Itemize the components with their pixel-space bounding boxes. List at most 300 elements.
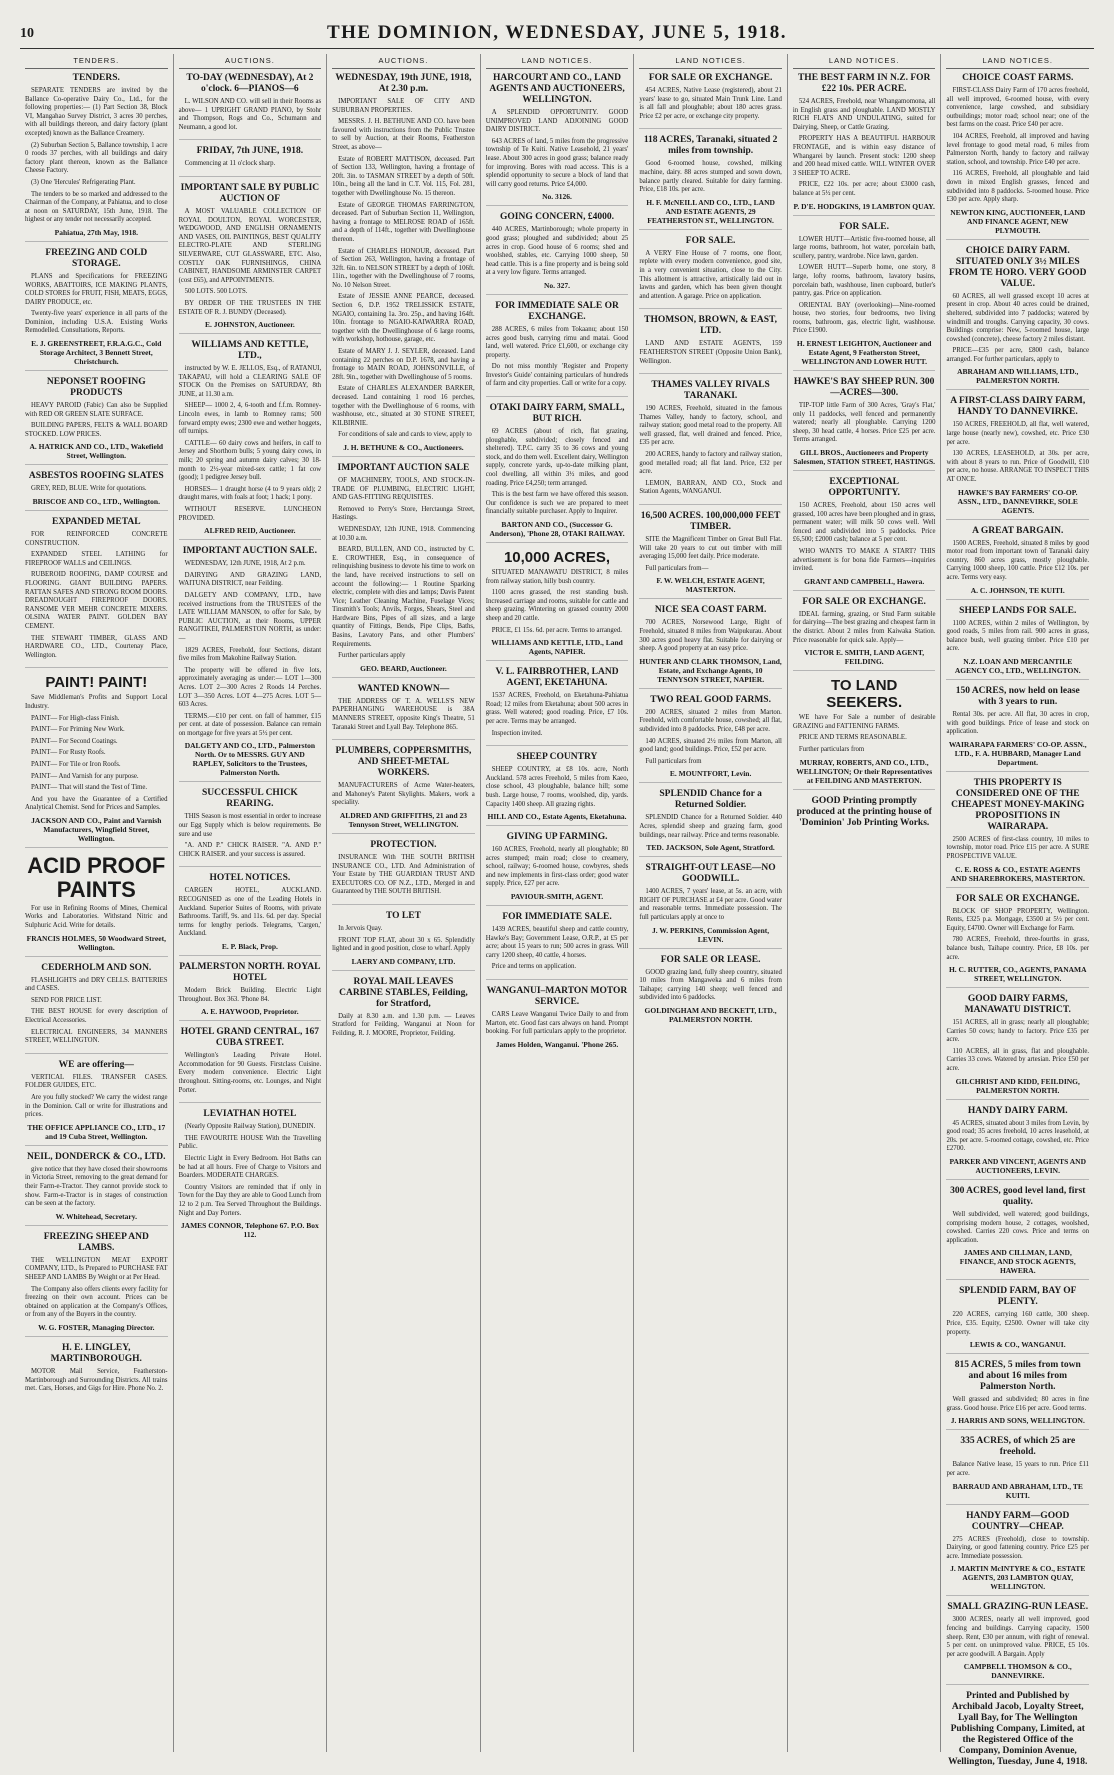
ad-paragraph: VERTICAL FILES. TRANSFER CASES. FOLDER GUIDES, ETC. <box>25 1073 168 1090</box>
ad-body <box>946 540 1089 583</box>
ad-paragraph: PRICE, £22 10s. per acre; about £3000 cash, balance at 5½ per cent. <box>792 181 936 197</box>
advertisement <box>179 962 322 1021</box>
ad-paragraph: 1500 ACRES, Freehold, situated 8 miles by good motor road from important town of Taranaki dairy country, 860 acres grass, mostly ploughable. Carrying 1000 sheep, 100 cattle. Price £12 10s. per acre. Terms very easy. <box>946 539 1090 581</box>
ad-body <box>946 1461 1089 1478</box>
ad-title: HARCOURT AND CO., LAND AGENTS AND AUCTIONEERS, WELLINGTON. <box>489 73 625 105</box>
ad-body <box>332 698 475 732</box>
column-3 <box>327 54 481 1752</box>
advertisement <box>179 1027 322 1103</box>
advertisement <box>332 73 475 457</box>
ad-paragraph: 454 ACRES, Native Lease (registered), about 21 years' lease to go, situated Main Trunk Line. Land is all fall and ploughable; about 180 acres grass. Price £2 per acre, or exchange city property. <box>639 87 782 120</box>
ad-signature: THE OFFICE APPLIANCE CO., LTD., 17 and 19 Cuba Street, Wellington. <box>27 1122 166 1141</box>
ad-paragraph: 104 ACRES, Freehold, all improved and having level frontage to good metal road, 6 miles from Palmerston North, handy to factory and railway station, school, and township. Price £40 per acre. <box>946 132 1090 166</box>
masthead <box>20 22 1094 49</box>
ad-paragraph: 275 ACRES (Freehold), close to township. Dairying, or good fattening country. Price £25 per acre. Immediate possession. <box>946 1535 1090 1560</box>
ad-title: GIVING UP FARMING. <box>506 832 608 843</box>
advertisement <box>946 1360 1089 1430</box>
advertisement <box>25 674 168 848</box>
ad-title: HOTEL NOTICES. <box>209 873 291 884</box>
ad-title: A FIRST-CLASS DAIRY FARM, HANDY TO DANNEVIRKE. <box>950 396 1086 418</box>
ad-title: FREEZING SHEEP AND LAMBS. <box>43 1231 149 1253</box>
ad-body <box>946 836 1089 862</box>
ad-body <box>639 969 782 1003</box>
ad-paragraph: IDEAL farming, grazing, or Stud Farm suitable for dairying—The best grazing and cheapest farm in the district. About 2 miles from Kaiwaka Station. Price reasonable for quick sale. Apply— <box>792 610 936 644</box>
ad-signature: WILLIAMS AND KETTLE, LTD., Land Agents, NAPIER. <box>491 638 623 657</box>
ad-body <box>946 1616 1089 1659</box>
ad-title: LEVIATHAN HOTEL <box>203 1109 297 1120</box>
ad-body <box>793 502 936 574</box>
ad-title: 300 ACRES, good level land, first quality. <box>950 1186 1086 1208</box>
ad-paragraph: MESSRS. J. H. BETHUNE AND CO. have been favoured with instructions from the Public Trustee to sell by Auction, at their Rooms, Featherston Street, as above— <box>332 118 475 151</box>
ad-body <box>179 560 322 738</box>
ad-paragraph: THE ADDRESS OF T. A. WELLS'S NEW PAPERHANGING WAREHOUSE is 38A MANNERS STREET, opposite King's Theatre, 51 Taranaki Street and Lyall Bay. Telephone 865. <box>332 697 475 731</box>
ad-signature: GILL BROS., Auctioneers and Property Salesmen, STATION STREET, HASTINGS. <box>793 448 936 467</box>
page-number: 10 <box>20 26 34 41</box>
ad-signature: GILCHRIST AND KIDD, FEILDING, PALMERSTON NORTH. <box>955 1076 1080 1095</box>
ad-paragraph: 780 ACRES, Freehold, three-fourths in grass, balance bush, Taihape country. Price, £8 10s. per acre. <box>946 936 1090 961</box>
ad-paragraph: PLANS and Specifications for FREEZING WORKS, ABATTOIRS, ICE MAKING PLANTS, COLD STORES for FRUIT, FISH, MEATS, EGGS, DAIRY PRODUCE, etc. <box>25 272 168 306</box>
ad-paragraph: BUILDING PAPERS, FELTS & WALL BOARD STOCKED. LOW PRICES. <box>25 422 168 438</box>
ad-signature: GOLDINGHAM AND BECKETT, LTD., PALMERSTON NORTH. <box>644 1005 777 1024</box>
ad-body <box>25 1368 168 1394</box>
advertisement <box>946 1286 1089 1354</box>
ad-paragraph: PAINT— For Priming New Work. <box>31 726 125 734</box>
advertisement <box>639 380 782 505</box>
ad-signature: FRANCIS HOLMES, 50 Woodward Street, Wellington. <box>26 933 166 952</box>
ad-paragraph: ELECTRICAL ENGINEERS, 34 MANNERS STREET, WELLINGTON. <box>25 1028 168 1045</box>
ad-signature: A. C. JOHNSON, TE KUITI. <box>970 585 1065 595</box>
page-title: THE DOMINION, WEDNESDAY, JUNE 5, 1918. <box>326 22 788 43</box>
ad-paragraph: PRICE AND TERMS REASONABLE. <box>798 734 907 742</box>
ad-signature: F. W. WELCH, ESTATE AGENT, MASTERTON. <box>656 576 765 595</box>
ad-body <box>179 365 322 523</box>
advertisement <box>639 605 782 688</box>
ad-signature: JAMES AND CILLMAN, LAND, FINANCE, AND STOCK AGENTS, HAWERA. <box>959 1248 1076 1276</box>
ad-paragraph: instructed by W. E. JELLOS, Esq., of RATANUI, TAKAPAU, will hold a CLEARING SALE OF STOCK On the Premises on SATURDAY, 8th JUNE, at 11.30 a.m. <box>178 365 322 398</box>
advertisement <box>25 963 168 1054</box>
advertisement <box>25 854 168 957</box>
ad-title: ACID PROOF PAINTS <box>27 852 166 902</box>
ad-paragraph: 150 ACRES, FREEHOLD, all flat, well watered, large house (nearly new), cowshed, etc. Price £30 per acre. <box>946 421 1090 446</box>
ad-signature: W. Whitehead, Secretary. <box>55 1211 137 1221</box>
ad-body <box>946 1120 1089 1154</box>
column-heading: LAND NOTICES. <box>486 54 629 69</box>
advertisement <box>486 667 629 746</box>
ad-body <box>25 1074 168 1120</box>
advertisement <box>25 1152 168 1226</box>
ad-body <box>486 846 629 889</box>
ad-signature: E. JOHNSTON, Auctioneer. <box>204 320 295 330</box>
ad-signature: No. 327. <box>544 280 571 290</box>
ad-body <box>793 611 936 645</box>
ad-signature: NEWTON KING, AUCTIONEER, LAND AND FINANCE AGENT, NEW PLYMOUTH. <box>950 207 1086 235</box>
column-heading: LAND NOTICES. <box>946 54 1089 69</box>
ad-body <box>486 1011 629 1037</box>
advertisement <box>179 146 322 177</box>
advertisement <box>179 1109 322 1243</box>
ad-signature: James Holden, Wanganui. 'Phone 265. <box>495 1039 619 1049</box>
ad-title: 815 ACRES, 5 miles from town and about 16 miles from Palmerston North. <box>954 1360 1081 1393</box>
ad-paragraph: L. WILSON AND CO. will sell in their Rooms as above— 1 UPRIGHT GRAND PIANO, by Stohr and Thompson, Rogs and Co., Schumann and Neumann, a good lot. <box>178 98 322 131</box>
ad-paragraph: Full particulars from— <box>645 564 709 572</box>
advertisement <box>332 911 475 971</box>
ad-title: WEDNESDAY, 19th JUNE, 1918, At 2.30 p.m. <box>335 73 472 94</box>
ad-body <box>639 250 782 302</box>
ad-paragraph: Inspection invited. <box>491 729 543 737</box>
ad-title: TO-DAY (WEDNESDAY), At 2 o'clock. 6—PIANOS—6 <box>186 73 314 94</box>
ad-body <box>793 98 936 199</box>
advertisement <box>25 517 168 668</box>
ad-body <box>25 905 168 931</box>
ad-body <box>179 987 322 1004</box>
ad-title: 118 ACRES, Taranaki, situated 2 miles from township. <box>643 135 778 157</box>
ad-title: FOR SALE OR LEASE. <box>660 954 761 965</box>
ad-title: WE are offering— <box>58 1059 134 1070</box>
ad-signature: JACKSON AND CO., Paint and Varnish Manufacturers, Wingfield Street, Wellington. <box>31 815 162 843</box>
ad-body <box>946 421 1089 484</box>
ad-body <box>332 782 475 808</box>
advertisement <box>486 752 629 826</box>
ad-title: CHOICE COAST FARMS. <box>962 73 1074 83</box>
column-heading: LAND NOTICES. <box>639 54 782 69</box>
advertisement <box>793 377 936 471</box>
ad-paragraph: 2500 ACRES of first-class country, 10 miles to township, motor road. Price £15 per acre. A SURE PROSPECTIVE VALUE. <box>946 835 1090 860</box>
ad-signature: BARTON AND CO., (Successor G. Anderson), 'Phone 28, OTAKI RAILWAY. <box>489 520 625 538</box>
ad-paragraph: Price and terms on application. <box>491 963 577 971</box>
column-heading: AUCTIONS. <box>179 54 322 69</box>
ad-body <box>332 854 475 897</box>
ad-signature: MURRAY, ROBERTS, AND CO., LTD., WELLINGTON; Or their Representatives at FEILDING AND MASTERTON. <box>796 757 933 785</box>
ad-paragraph: THE WELLINGTON MEAT EXPORT COMPANY, LTD., Is Prepared to PURCHASE FAT SHEEP AND LAMBS By Weight or at Per Head. <box>25 1256 168 1281</box>
ad-paragraph: RUBEROID ROOFING, DAMP COURSE and FLOORING. GIANT BUILDING PAPERS. RATTAN SAFES AND STRONG ROOM DOORS. DREADNOUGHT FIREPROOF DOORS. RANSOME VER MEHR CONCRETE MIXERS. OLSINA WATER PAINT. GOLDEN BAY CEMENT. <box>25 571 168 630</box>
ad-title: CHOICE DAIRY FARM. SITUATED ONLY 3½ MILES FROM TE HORO. VERY GOOD VALUE. <box>949 245 1087 289</box>
ad-body <box>793 402 936 445</box>
ad-paragraph: OF MACHINERY, TOOLS, AND STOCK-IN-TRADE OF PLUMBING, ELECTRIC LIGHT, AND GAS-FITTING REQUISITES. <box>332 476 475 502</box>
ad-title: TENDERS. <box>72 73 120 83</box>
advertisement <box>486 832 629 906</box>
ad-paragraph: 110 ACRES, all in grass, flat and ploughable. Carries 33 cows. Watered by artesian. Price £50 per acre. <box>946 1047 1090 1073</box>
ad-body <box>486 326 629 389</box>
ad-body <box>946 908 1089 963</box>
ad-title: PROTECTION. <box>370 840 437 850</box>
ad-paragraph: 1100 ACRES, within 2 miles of Wellington, by good roads, 5 miles from rail. 900 acres in grass, balance bush, well grazing timber. Price £10 per acre. <box>946 619 1090 653</box>
advertisement <box>946 246 1089 391</box>
ad-paragraph: GREY, RED, BLUE. Write for quotations. <box>31 485 147 493</box>
advertisement <box>639 511 782 599</box>
ad-body <box>332 1013 475 1039</box>
ad-paragraph: LEMON, BARRAN, AND CO., Stock and Station Agents, WANGANUI. <box>639 479 782 496</box>
ad-title: PAINT! PAINT! <box>45 674 148 692</box>
ad-paragraph: 440 ACRES, Martinborough; whole property in good grass; ploughed and subdivided; about 25 acres in crop. Good house of 6 rooms; shed and woolshed, stables, etc. Carrying 1000 sheep, 50 head cattle. This is a fine property and is being sold at a very low figure. Terms arranged. <box>485 226 629 277</box>
ad-paragraph: Good 6-roomed house, cowshed, milking machine, dairy. 88 acres stumped and sown down, balance partly cleared. Suitable for dairy farming. Price, £18 10s. per acre. <box>639 160 782 194</box>
ad-body <box>486 569 629 635</box>
advertisement <box>332 840 475 905</box>
ad-signature: J. H. BETHUNE & CO., Auctioneers. <box>343 442 464 452</box>
ad-paragraph: A MOST VALUABLE COLLECTION OF ROYAL DOULTON, ROYAL WORCESTER, WEDGWOOD, AND ENGLISH ORNAMENTS AND VASES, OIL PAINTINGS, BEST QUALITY ELECTRO-PLATE AND STERLING SILVERWARE, CUT GLASSWARE, ETC. Also, COSTLY OAK FURNISHINGS, CHINA CABINET, HANDSOME ARMINSTER CARPET (cost £65), and APPOINTMENTS. <box>178 207 322 284</box>
advertisement <box>793 222 936 372</box>
ad-signature: N.Z. LOAN AND MERCANTILE AGENCY CO., LTD., WELLINGTON. <box>954 656 1081 675</box>
advertisement <box>486 73 629 206</box>
ad-paragraph: FRONT TOP FLAT, about 30 x 65. Splendidly lighted and in good position, close to wharf. Apply <box>332 936 475 953</box>
ad-paragraph: And you have the Guarantee of a Certified Analytical Chemist. Send for Prices and Samples. <box>25 795 168 812</box>
ad-body <box>486 428 629 517</box>
ad-title: WANTED KNOWN— <box>357 683 450 694</box>
ad-title: EXPANDED METAL <box>51 517 141 528</box>
ad-body <box>946 87 1089 205</box>
ad-paragraph: 524 ACRES, Freehold, near Whangamomona, all in English grass and ploughable. LAND MOSTLY RICH FLATS AND UNDULATING, suited for Dairying, Sheep, or Cattle Grazing. <box>792 98 936 131</box>
ad-signature: J. MARTIN McINTYRE & CO., ESTATE AGENTS, 203 LAMBTON QUAY, WELLINGTON. <box>950 1564 1086 1592</box>
ad-paragraph: 140 ACRES, situated 2½ miles from Marton, all good land; good buildings. Price, £52 per acre. <box>639 737 782 754</box>
ad-title: GOING CONCERN, £4000. <box>500 212 615 223</box>
advertisement <box>486 212 629 295</box>
ad-body <box>946 711 1089 737</box>
advertisement <box>25 248 168 371</box>
ad-paragraph: DAIRYING AND GRAZING LAND, WAITUNA DISTRICT, near Feilding. <box>178 571 322 588</box>
ad-paragraph: Estate of GEORGE THOMAS FARRINGTON, deceased. Part of Suburban Section 11, Wellington, having a frontage to MELROSE ROAD of 165ft. and a depth of 114ft., together with Dwellinghouse thereon. <box>332 201 475 243</box>
ad-body <box>793 236 936 337</box>
ad-paragraph: 45 ACRES, situated about 3 miles from Levin, by good road; 35 acres freehold, 10 acres leasehold, at 20s. per acre. 5-roomed cottage, cowshed, etc. Price £2700. <box>946 1119 1090 1153</box>
ad-paragraph: Wellington's Leading Private Hotel. Accommodation for 90 Guests. Firstclass Cuisine. Every modern convenience. Electric Light throughout. Sitting-rooms, etc. Lounges, and Night Porter. <box>178 1052 322 1094</box>
ad-body <box>486 226 629 278</box>
advertisement <box>25 73 168 242</box>
advertisement <box>639 73 782 129</box>
ad-paragraph: SHEEP COUNTRY, at £8 10s. acre, North Auckland. 578 acres Freehold, 5 miles from Kaeo, close school, 43 ploughable, balance hill; some bush. Large house, 7 rooms, woolshed, dip, yards. Capacity 1400 sheep. All grazing rights. <box>485 766 629 808</box>
ad-body <box>639 619 782 653</box>
ad-paragraph: THE BEST HOUSE for every description of Electrical Accessories. <box>25 1008 168 1025</box>
ad-body <box>25 1166 168 1209</box>
advertisement <box>25 1060 168 1146</box>
ad-signature: PARKER AND VINCENT, AGENTS AND AUCTIONEERS, LEVIN. <box>949 1157 1086 1176</box>
ad-paragraph: INSURANCE With THE SOUTH BRITISH INSURANCE CO., LTD. And Administration of Your Estate by THE GUARDIAN TRUST AND EXECUTORS CO. OF N.Z., LTD., Merged in and Guaranteed by THE SOUTH BRITISH. <box>332 854 475 896</box>
ad-paragraph: Removed to Perry's Store, Herctaunga Street, Hastings. <box>332 505 475 522</box>
ad-paragraph: PRICE, £1 15s. 6d. per acre. Terms to arranged. <box>491 626 622 634</box>
ad-paragraph: 1439 ACRES, beautiful sheep and cattle country, Hawke's Bay; Government Lease, O.R.P., at £5 per acre; about 15 years to run; 500 acres in grass. Will carry 1200 sheep, 40 cattle, 4 horses. <box>485 926 629 959</box>
ad-paragraph: Are you fully stocked? We carry the widest range in the Dominion. Call or write for illustrations and prices. <box>25 1094 168 1119</box>
ad-body <box>179 813 322 859</box>
advertisement <box>486 301 629 397</box>
column-heading: AUCTIONS. <box>332 54 475 69</box>
ad-paragraph: give notice that they have closed their showrooms in Victoria Street, removing to the great demand for their Farm-e-Tractor. They cannot provide stock to show. Farm-e-Tractor is in stages of construction can be seen at the factory. <box>25 1165 168 1208</box>
ad-title: Printed and Published by Archibald Jacob, Loyalty Street, Lyall Bay, for The Wellington Publishing Company, Limited, at the Registered Office of the Company, Dominion Avenue, Wellington, Tuesday, June 4, 1918. <box>948 1691 1088 1768</box>
ad-paragraph: SITE the Magnificent Timber on Great Bull Flat. Will take 20 years to cut out timber with mill averaging 15,000 feet daily. Price moderate. <box>639 536 782 561</box>
ad-paragraph: Rental 30s. per acre. All flat, 30 acres in crop, with good buildings. Price of lease and stock on application. <box>946 710 1090 736</box>
ad-body <box>486 766 629 809</box>
ad-paragraph: GOOD grazing land, fully sheep country, situated 10 miles from Mangaweka and 6 miles from Taihape; carrying 140 sheep; well fenced and subdivided into 6 paddocks. <box>639 968 782 1002</box>
ad-paragraph: Estate of CHARLES ALEXANDER BARKER, deceased. Land containing 1 rood 16 perches, together with the Dwellinghouse of 6 rooms, with washhouse, etc., situated at 30 STONE STREET, KILBIRNIE. <box>332 385 475 427</box>
ad-body <box>486 109 629 189</box>
ad-paragraph: CARGEN HOTEL, AUCKLAND. RECOGNISED as one of the Leading Hotels in Auckland. Superior Suites of Rooms, with private Bathrooms. Tariff, 9s. and 11s. 6d. per day. Special terms for lengthy periods. Telegrams, 'Cargen,' Auckland. <box>178 887 322 938</box>
ad-paragraph: HORSES— 1 draught horse (4 to 9 years old); 2 draught mares, with foals at foot; 1 hack; 1 pony. <box>178 485 322 502</box>
ad-paragraph: 1829 ACRES, Freehold, four Sections, distant five miles from Makohine Railway Station. <box>178 646 322 663</box>
column-heading: TENDERS. <box>25 54 168 69</box>
ad-paragraph: IMPORTANT SALE OF CITY AND SUBURBAN PROPERTIES. <box>332 98 475 114</box>
ad-paragraph: PROPERTY HAS A BEAUTIFUL HARBOUR FRONTAGE, and is within easy distance of Whangarei by launch. Present stock: 1200 sheep and 200 head mixed cattle. WILL WINTER OVER 3 SHEEP TO ACRE. <box>792 135 936 177</box>
ad-paragraph: PAINT— For Tile or Iron Roofs. <box>31 760 121 768</box>
advertisement <box>946 1436 1089 1504</box>
ad-title: FOR SALE. <box>839 221 889 232</box>
advertisement <box>793 477 936 591</box>
advertisement <box>946 1602 1089 1685</box>
ad-paragraph: 643 ACRES of land, 5 miles from the progressive township of Te Kuiti. Native Leasehold, 21 years' lease. About 300 acres in good grass; balance ready for improving. Bores with road access. This is a splendid opportunity to secure a block of land that will carry good returns. Price £4,000. <box>485 137 629 188</box>
ad-signature: A. HATRICK AND CO., LTD., Wakefield Street, Wellington. <box>29 442 164 461</box>
ad-paragraph: 200 ACRES, situated 2 miles from Marton. Freehold, with comfortable house, cowshed; all flat, subdivided into 8 paddocks. Price, £48 per acre. <box>639 708 782 733</box>
column-heading: LAND NOTICES. <box>793 54 936 69</box>
ad-paragraph: 288 ACRES, 6 miles from Tokaanu; about 150 acres good bush, carrying rimu and matai. Good land, well watered. Price £1,600, or exchange city property. <box>485 325 629 359</box>
ad-body <box>25 694 168 813</box>
ad-title: FOR SALE OR EXCHANGE. <box>802 596 926 607</box>
ad-title: GOOD DAIRY FARMS, MANAWATU DISTRICT. <box>964 994 1071 1016</box>
advertisement <box>639 789 782 857</box>
ad-title: PLUMBERS, COPPERSMITHS, AND SHEET-METAL WORKERS. <box>335 746 472 779</box>
ad-signature: PAVIOUR-SMITH, AGENT. <box>510 892 604 902</box>
ad-paragraph: 3000 ACRES, nearly all well improved, good fencing and buildings. Carrying capacity, 1500 sheep. Rent, £30 per annum, with right of renewal. 5 per cent. on unimproved value. PRICE, £5 10s. per acre goodwill. A Bargain. Apply <box>946 1616 1090 1658</box>
advertisement <box>946 606 1089 680</box>
ad-title: A GREAT BARGAIN. <box>972 525 1064 536</box>
ad-signature: HAWKE'S BAY FARMERS' CO-OP. ASSN., LTD., DANNEVIRKE, SOLE AGENTS. <box>957 487 1078 515</box>
ad-paragraph: TIP-TOP little Farm of 300 Acres, 'Gray's Flat,' only 11 paddocks, well fenced and permanently watered; nearly all ploughable. Carrying 1200 sheep, 30 head cattle, 4 horses. Price £25 per acre. Terms arranged. <box>792 402 936 444</box>
ad-paragraph: BEARD, BULLEN, AND CO., instructed by C. E. CROWTHER, Esq., in consequence of relinquishing business to devote his time to work on the land, have received instructions to sell on account the following:— 1 Routine Sparking electric, complete with dies and lamps; Davis Patent Vice; Leather Cleaning Machine, Fuselage Vices; Tinsmith's Tools; Anvils, Forges, Shears, Steel and Hardware Bins, Pipes of all sizes, and a large quantity of Fittings, Bends, Pipe Clips, Baths, Basins, Lavatory Pans, and other Plumbers' Requirements. <box>332 546 475 648</box>
advertisement <box>946 778 1089 888</box>
advertisement <box>946 396 1089 519</box>
ad-paragraph: MANUFACTURERS of Acme Water-heaters, and Mahoney's Patent Skylights. Makers, work a speciality. <box>332 782 475 807</box>
ad-signature: ALFRED REID, Auctioneer. <box>204 526 296 536</box>
ad-paragraph: THE FAVOURITE HOUSE With the Travelling Public. <box>178 1134 322 1151</box>
ad-signature: E. MOUNTFORT, Levin. <box>669 769 752 779</box>
ad-signature: P. D'E. HODGKINS, 19 LAMBTON QUAY. <box>793 201 935 211</box>
column-4 <box>481 54 635 1752</box>
ad-title: HANDY FARM—GOOD COUNTRY—CHEAP. <box>966 1510 1070 1532</box>
ad-paragraph: 200 ACRES, handy to factory and railway station, good metalled road; all flat land. Price, £32 per acre. <box>639 451 782 476</box>
ad-signature: C. E. ROSS & CO., ESTATE AGENTS AND SHAREBROKERS, MASTERTON. <box>950 864 1085 883</box>
ad-title: HOTEL GRAND CENTRAL, 167 CUBA STREET. <box>180 1027 320 1049</box>
ad-body <box>179 160 322 169</box>
ad-paragraph: 220 ACRES, carrying 160 cattle, 300 sheep. Price, £35. Equity, £2500. Owner will take city property. <box>946 1311 1090 1336</box>
ad-paragraph: (3) One 'Hercules' Refrigerating Plant. <box>31 178 136 186</box>
ad-body <box>179 208 322 317</box>
ad-paragraph: (2) Suburban Section 5, Ballance township, 1 acre 0 roods 37 perches, with all buildings and dairy factory plant thereon, known as the Ballance Cheese Factory. <box>25 141 168 175</box>
advertisement <box>179 873 322 956</box>
ad-paragraph: LOWER HUTT—Artistic five-roomed house, all large rooms, bathroom, hot water, porcelain bath, scullery, pantry, wardrobe. Nice lawn, garden. <box>792 235 936 260</box>
ad-paragraph: THIS Season is most essential in order to increase our Egg Supply which is below requirements. Be sure and use <box>178 813 322 838</box>
ad-signature: GEO. BEARD, Auctioneer. <box>360 663 447 673</box>
ad-paragraph: Further particulars from <box>798 745 865 753</box>
ad-paragraph: This is the best farm we have offered this season. Our confidence is such we are prepared to meet financially suitable purchaser. Apply to Inquirer. <box>485 491 629 516</box>
ad-title: SPLENDID Chance for a Returned Soldier. <box>659 789 762 811</box>
advertisement <box>332 684 475 740</box>
ad-body <box>332 925 475 954</box>
ad-paragraph: MOTOR Mail Service, Featherston-Martinborough and Surrounding Districts. All trains met. Cars, Horses, and Gigs for Hire. Phone No. 2. <box>25 1367 168 1393</box>
ad-signature: JAMES CONNOR, Telephone 67. P.O. Box 112. <box>180 1221 319 1240</box>
ad-paragraph: The Company also offers clients every facility for freezing on their own account. Prices can be obtained on application at the Company's Offices, or from any of the Buyers in the country. <box>25 1285 168 1319</box>
ad-signature: TED. JACKSON, Sole Agent, Stratford. <box>646 843 775 853</box>
column-grid <box>20 54 1094 1768</box>
ad-title: THE BEST FARM IN N.Z. FOR £22 10s. PER ACRE. <box>797 73 931 94</box>
ad-title: NEPONSET ROOFING PRODUCTS <box>46 377 146 399</box>
column-5 <box>634 54 788 1752</box>
ad-title: FOR IMMEDIATE SALE OR EXCHANGE. <box>495 300 619 322</box>
ad-body <box>179 887 322 939</box>
ad-signature: CAMPBELL THOMSON & CO., DANNEVIRKE. <box>963 1662 1072 1681</box>
ad-paragraph: FLASHLIGHTS and DRY CELLS. BATTERIES and CASES. <box>25 976 168 993</box>
advertisement <box>486 912 629 980</box>
ad-paragraph: 150 ACRES, Freehold, about 150 acres well grassed, 100 acres have been ploughed and in grass, permanent water; will milk 50 cows well. Well fenced and subdivided into 5 paddocks. Price £6,500; £2000 cash; balance at 5 per cent. <box>792 502 936 544</box>
ad-title: HANDY DAIRY FARM. <box>967 1105 1068 1116</box>
ad-paragraph: 1400 ACRES, 7 years' lease, at 5s. an acre, with RIGHT OF PURCHASE at £4 per acre. Good water and reasonable terms. Immediate possession. The full particulars apply at once to <box>639 888 782 921</box>
advertisement <box>25 1232 168 1337</box>
ad-paragraph: PRICE—£35 per acre, £800 cash, balance arranged. For further particulars, apply to <box>946 347 1090 363</box>
ad-paragraph: 60 ACRES, all well grassed except 10 acres at present in crop. About 40 acres could be drained, sheltered, subdivided into 7 paddocks; watered by windmill and troughs. Carrying capacity, 30 cows. Buildings comprise: New, 5-roomed house, large cowshed (concrete), cheese factory 2 miles distant. <box>946 292 1090 343</box>
ad-title: EXCEPTIONAL OPPORTUNITY. <box>828 477 900 499</box>
ad-body <box>639 536 782 573</box>
advertisement <box>946 1511 1089 1597</box>
ad-signature: No. 3126. <box>542 192 572 202</box>
ad-paragraph: A SPLENDID OPPORTUNITY. GOOD UNIMPROVED LAND ADJOINING GOOD DAIRY DISTRICT. <box>485 109 629 134</box>
ad-signature: H. ERNEST LEIGHTON, Auctioneer and Estate Agent, 9 Featherston Street, WELLINGTON AND LOWER HUTT. <box>796 339 932 367</box>
ad-signature: HUNTER AND CLARK THOMSON, Land, Estate, and Exchange Agents, 10 TENNYSON STREET, NAPIER. <box>639 656 782 684</box>
ad-title: WANGANUI–MARTON MOTOR SERVICE. <box>486 986 628 1008</box>
ad-paragraph: THE STEWART TIMBER, GLASS AND HARDWARE CO., LTD., Courtenay Place, Wellington. <box>25 634 168 659</box>
advertisement <box>179 340 322 540</box>
ad-body <box>639 814 782 840</box>
ad-paragraph: Further particulars apply <box>338 652 406 660</box>
ad-title: THOMSON, BROWN, & EAST, LTD. <box>644 315 778 337</box>
ad-title: SHEEP LANDS FOR SALE. <box>959 605 1077 616</box>
ad-title: GOOD Printing promptly produced at the printing house of 'Dominion' Job Printing Works. <box>796 795 932 828</box>
ad-paragraph: Commencing at 11 o'clock sharp. <box>184 160 276 168</box>
ad-title: TO LAND SEEKERS. <box>826 677 903 712</box>
column-2 <box>174 54 328 1752</box>
ad-title: THIS PROPERTY IS CONSIDERED ONE OF THE CHEAPEST MONEY-MAKING PROPOSITIONS IN WAIRARAPA. <box>951 777 1085 832</box>
ad-title: H. E. LINGLEY, MARTINBOROUGH. <box>50 1342 142 1364</box>
advertisement <box>179 788 322 867</box>
ad-title: PALMERSTON NORTH. ROYAL HOTEL <box>179 962 321 983</box>
ad-body <box>946 620 1089 654</box>
ad-signature: WAIRARAPA FARMERS' CO-OP. ASSN., LTD., F. A. HUBBARD, Manager Land Department. <box>948 739 1087 767</box>
ad-title: FOR SALE OR EXCHANGE. <box>956 893 1080 904</box>
advertisement <box>639 135 782 229</box>
ad-paragraph: HEAVY PAROID (Fabic) Can also be Supplied with RED OR GREEN SLATE SURFACE. <box>25 402 168 418</box>
advertisement <box>332 746 475 834</box>
ad-body <box>639 340 782 366</box>
ad-signature: H. C. RUTTER, CO., AGENTS, PANAMA STREET, WELLINGTON. <box>948 965 1087 984</box>
advertisement <box>25 377 168 465</box>
ad-title: 150 ACRES, now held on lease with 3 years to run. <box>955 685 1080 707</box>
ad-paragraph: FIRST-CLASS Dairy Farm of 170 acres freehold, all well improved, 6-roomed house, with every convenience, large cowshed, and subsidiary outbuildings; motor road; school near; one of the best farms on the coast. Price £40 per acre. <box>946 87 1090 129</box>
ad-paragraph: TERMS.—£10 per cent. on fall of hammer, £15 per cent. at date of possession. Balance can remain on mortgage for five years at 5½ per cent. <box>178 712 322 737</box>
ad-paragraph: 700 ACRES, Norsewood Large, Right of Freehold, situated 8 miles from Waipukurau. About 300 acres good heavy flat. Suitable for dairying or sheep. A good property at an easy price. <box>639 619 782 653</box>
ad-paragraph: CARS Leave Wanganui Twice Daily to and from Marton, etc. Good fast cars always on hand. Prompt booking. For full particulars apply to the proprietor. <box>485 1011 629 1036</box>
ad-paragraph: CATTLE— 60 dairy cows and heifers, in calf to Jersey and Shorthorn bulls; 5 young dairy cows, in milk; 20 spring and autumn dairy calves; 30 18-month to 2½-year mixed-sex cattle; 1 fat cow (good); 1 pedigree Jersey bull. <box>178 439 322 482</box>
advertisement <box>486 986 629 1053</box>
ad-paragraph: The property will be offered in five lots, approximately averaging as under:— LOT 1—300 Acres. LOT 2—300 Acres 2 Roods 14 Perches. LOT 3—350 Acres. LOT 4—275 Acres. LOT 5—603 Acres. <box>178 666 322 709</box>
advertisement <box>946 894 1089 989</box>
advertisement <box>332 977 475 1046</box>
ad-paragraph: Well grassed and subdivided; 80 acres in fine grass. Good house. Price £16 per acre. Good terms. <box>946 1396 1090 1412</box>
ad-body <box>946 1019 1089 1074</box>
ad-title: 10,000 ACRES, <box>503 549 611 566</box>
ad-signature: LAERY AND COMPANY, LTD. <box>351 956 456 966</box>
ad-body <box>332 477 475 661</box>
ad-title: FOR IMMEDIATE SALE. <box>502 912 612 923</box>
ad-title: CEDERHOLM AND SON. <box>41 962 152 973</box>
ad-title: THAMES VALLEY RIVALS TARANAKI. <box>651 380 770 402</box>
ad-body <box>639 888 782 922</box>
advertisement <box>639 863 782 948</box>
ad-paragraph: 69 ACRES (about of rich, flat grazing, ploughable, subdivided; closely fenced and sheltered). T.P.C. carry 35 to 36 cows and young stock, and do them well. Excellent dairy, Wellington supply, concrete yards, up-to-date milking plant, cool dwelling, all within 3½ miles, and good roading. Price £4,250; term arranged. <box>485 428 629 487</box>
ad-paragraph: Estate of CHARLES HONOUR, deceased. Part of Section 263, Wellington, having a frontage of 32ft. 6in. to NELSON STREET by a depth of 106ft. 11in., together with the Dwellinghouse of 7 rooms, No. 10 Nelson Street. <box>332 247 475 289</box>
ad-paragraph: SHEEP— 1000 2, 4, 6-tooth and f.f.m. Romney-Lincoln ewes, in lamb to Romney rams; 500 forward empty ewes; 2300 ewe and wether hoggets, off turnips. <box>178 402 322 436</box>
advertisement <box>25 1343 168 1401</box>
